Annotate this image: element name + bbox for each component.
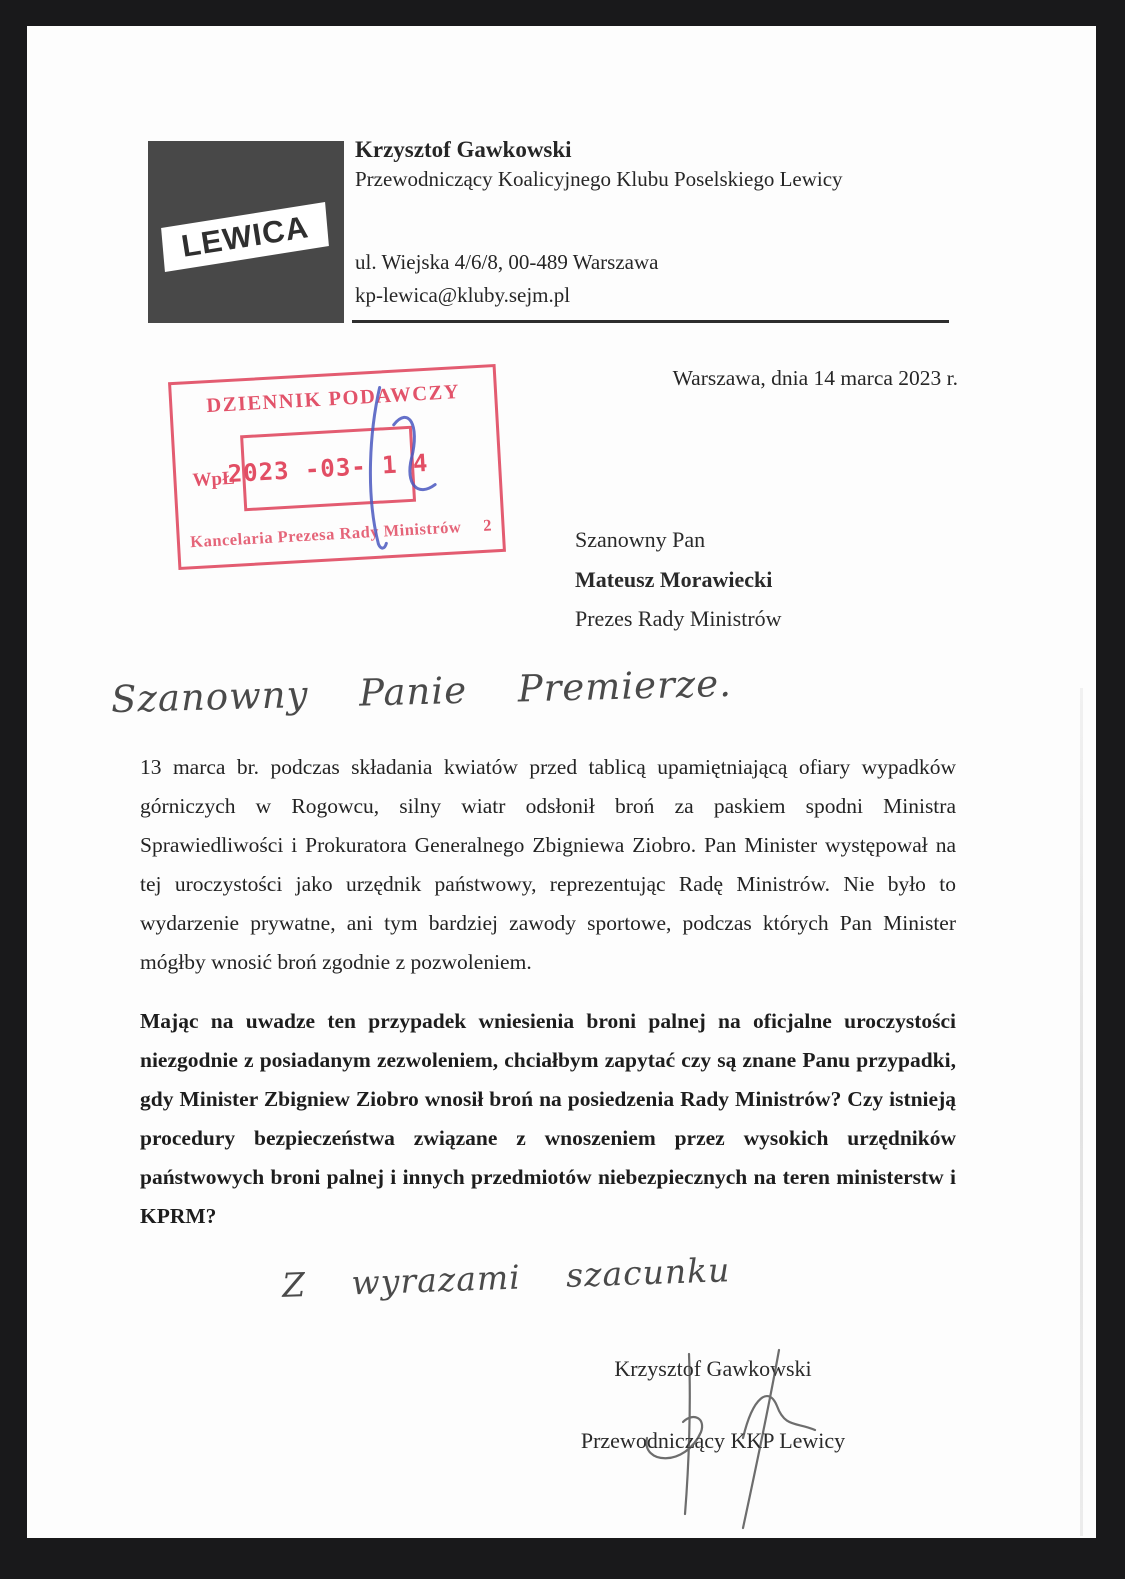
lewica-logo-text: LEWICA: [178, 209, 311, 264]
signature-title: Przewodniczący KKP Lewicy: [580, 1428, 846, 1453]
dateline: Warszawa, dnia 14 marca 2023 r.: [672, 366, 958, 390]
stamp-date: 2023 -03- 1 4: [227, 448, 430, 489]
stamp-office: Kancelaria Prezesa Rady Ministrów: [189, 517, 462, 552]
sender-email: kp-lewica@kluby.sejm.pl: [355, 283, 571, 307]
sender-contact: [355, 246, 843, 312]
recipient-title: Prezes Rady Ministrów: [575, 606, 782, 631]
sender-name: Krzysztof Gawkowski: [355, 137, 572, 162]
handwritten-greeting: Szanowny Panie Premierze.: [110, 661, 733, 722]
letterhead-divider: [352, 320, 949, 323]
stamp-number: 2: [482, 515, 493, 535]
handwritten-signature: [593, 1342, 823, 1532]
body-paragraph-1: 13 marca br. podczas składania kwiatów przed tablicą upamiętniającą ofiary wypadków górniczych w Rogowcu, silny wiatr odsłonił broń za paskiem spodni Ministra Sprawiedliwości i Prokuratora Generalnego Zbigniewa Ziobro. Pan Minister występował na tej uroczystości jako urzędnik państwowy, reprezentując Radę Ministrów. Nie było to wydarzenie prywatne, ani tym bardziej zawody sportowe, podczas których Pan Minister mógłby wnosić broń zgodnie z pozwoleniem.: [140, 755, 956, 974]
stamp-title: DZIENNIK PODAWCZY: [205, 381, 461, 418]
recipient-name: Mateusz Morawiecki: [575, 566, 773, 592]
intake-stamp: [168, 364, 506, 570]
body-paragraph-2: Mając na uwadze ten przypadek wniesienia broni palnej na oficjalne uroczystości niezgodnie z posiadanym zezwoleniem, chciałbym zapytać czy są znane Panu przypadki, gdy Minister Zbigniew Ziobro wnosił broń na posiedzenia Rady Ministrów? Czy istnieją procedury bezpieczeństwa związane z wnoszeniem przez wysokich urzędników państwowych broni palnej i innych przedmiotów niebezpiecznych na teren ministerstw i KPRM?: [140, 1009, 956, 1228]
sender-block: [355, 136, 843, 312]
lewica-logo: [148, 141, 344, 323]
sender-address: ul. Wiejska 4/6/8, 00-489 Warszawa: [355, 250, 659, 274]
handwritten-pen-mark: [318, 380, 447, 554]
signature-name: Krzysztof Gawkowski: [614, 1356, 812, 1381]
scan-fold-line: [1080, 688, 1083, 1536]
stamp-field-label: WpŁ: [191, 467, 236, 492]
lewica-logo-band: [161, 202, 329, 272]
sender-title: Przewodniczący Koalicyjnego Klubu Poselskiego Lewicy: [355, 167, 843, 191]
letter-page: [27, 26, 1096, 1538]
recipient-salutation: Szanowny Pan: [575, 527, 706, 552]
recipient-block: [575, 520, 782, 639]
handwritten-closing: Z wyrazami szacunku: [281, 1250, 731, 1305]
